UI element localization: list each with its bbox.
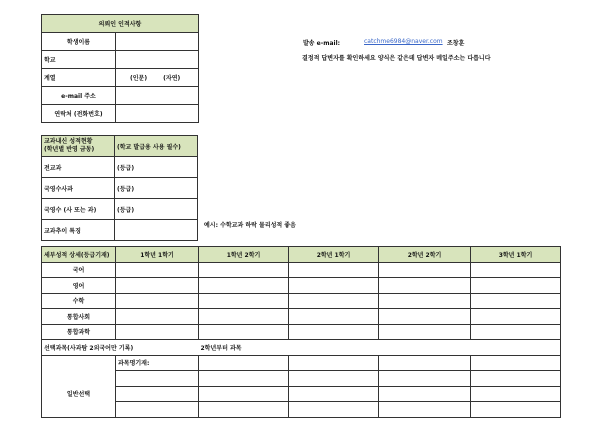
grade-cell[interactable]	[471, 293, 561, 309]
detail-header-2-1: 2학년 1학기	[289, 247, 379, 263]
table-row	[42, 293, 561, 309]
grade-cell[interactable]	[471, 402, 561, 418]
grade-cell[interactable]	[199, 278, 289, 294]
subject-integrated-science: 통합과학	[42, 324, 116, 340]
track-humanities[interactable]: (인문)	[130, 75, 148, 82]
grade-cell[interactable]	[471, 278, 561, 294]
grade-cell[interactable]	[471, 386, 561, 402]
grade-cell[interactable]	[116, 386, 199, 402]
grade-cell[interactable]	[199, 386, 289, 402]
grade-cell[interactable]	[289, 402, 379, 418]
grade-cell[interactable]	[289, 371, 379, 387]
grade-cell[interactable]	[379, 386, 471, 402]
general-elective-label: 일반선택	[42, 355, 116, 417]
track-field[interactable]	[116, 69, 199, 87]
grade-cell[interactable]	[289, 386, 379, 402]
send-email-label: 발송 e-mail:	[303, 40, 341, 47]
school-field[interactable]	[116, 51, 199, 69]
grades-core4-label: 국영수 (사 또는 과)	[42, 199, 115, 220]
grade-cell[interactable]	[471, 262, 561, 278]
grade-cell[interactable]	[116, 402, 199, 418]
grade-cell[interactable]	[379, 293, 471, 309]
track-science[interactable]: (자연)	[163, 75, 181, 82]
grades-header-left: 교과내신 성적현황 (학년별 반영 금동)	[42, 136, 115, 157]
grade-cell[interactable]	[379, 324, 471, 340]
grade-cell[interactable]	[289, 293, 379, 309]
grade-cell[interactable]	[289, 262, 379, 278]
phone-label: 연락처 (전화번호)	[42, 105, 116, 123]
phone-field[interactable]	[116, 105, 199, 123]
grade-cell[interactable]	[379, 355, 471, 371]
table-row	[42, 386, 561, 402]
subject-integrated-social: 통합사회	[42, 309, 116, 325]
grade-cell[interactable]	[289, 278, 379, 294]
grades-core5-field[interactable]: (등급)	[115, 178, 198, 199]
subject-english: 영어	[42, 278, 116, 294]
grade-cell[interactable]	[199, 324, 289, 340]
grade-cell[interactable]	[116, 371, 199, 387]
elective-spacer	[289, 340, 379, 356]
table-row	[42, 324, 561, 340]
send-email-link[interactable]: catchme6984@naver.com	[364, 38, 443, 45]
grades-core4-field[interactable]: (등급)	[115, 199, 198, 220]
grade-cell[interactable]	[379, 278, 471, 294]
grades-all-label: 전교과	[42, 157, 115, 178]
elective-note: 2학년부터 과목	[199, 340, 289, 356]
grades-core5-label: 국영수사과	[42, 178, 115, 199]
table-row	[42, 340, 561, 356]
grade-cell[interactable]	[471, 309, 561, 325]
grade-cell[interactable]	[116, 293, 199, 309]
grades-table	[41, 135, 198, 241]
table-row	[42, 402, 561, 418]
elective-spacer	[379, 340, 471, 356]
grade-cell[interactable]	[199, 355, 289, 371]
student-name-field[interactable]	[116, 33, 199, 51]
grade-cell[interactable]	[471, 324, 561, 340]
grade-cell[interactable]	[379, 309, 471, 325]
send-notice: 결정적 답변자를 확인하세요 양식은 같은데 답변자 메일주소는 다릅니다	[302, 55, 491, 62]
elective-spacer	[471, 340, 561, 356]
grade-cell[interactable]	[116, 324, 199, 340]
client-info-title: 의뢰인 인적사항	[42, 15, 199, 33]
student-name-label: 학생이름	[42, 33, 116, 51]
grade-cell[interactable]	[379, 262, 471, 278]
table-row	[42, 355, 561, 371]
grade-cell[interactable]	[289, 324, 379, 340]
grade-cell[interactable]	[199, 371, 289, 387]
subject-math: 수학	[42, 293, 116, 309]
detail-header-2-2: 2학년 2학기	[379, 247, 471, 263]
grade-cell[interactable]	[199, 402, 289, 418]
grade-cell[interactable]	[289, 355, 379, 371]
trend-example: 예시: 수학교과 하락 물리성적 좋음	[204, 222, 296, 229]
elective-label: 선택과목(사과탐 2외국어만 기록)	[42, 340, 116, 356]
grades-header-right: (학교 발급용 사용 필수)	[115, 136, 198, 157]
email-field[interactable]	[116, 87, 199, 105]
send-name: 조창훈	[447, 40, 465, 47]
grade-cell[interactable]	[199, 262, 289, 278]
grade-cell[interactable]	[199, 293, 289, 309]
school-label: 학교	[42, 51, 116, 69]
client-info-table	[41, 14, 199, 123]
email-label: e-mail 주소	[42, 87, 116, 105]
grades-all-field[interactable]: (등급)	[115, 157, 198, 178]
detail-header-1-2: 1학년 2학기	[199, 247, 289, 263]
grade-cell[interactable]	[471, 355, 561, 371]
grade-cell[interactable]	[289, 309, 379, 325]
grade-cell[interactable]	[116, 262, 199, 278]
subject-korean: 국어	[42, 262, 116, 278]
track-label: 계열	[42, 69, 116, 87]
detail-header-3-1: 3학년 1학기	[471, 247, 561, 263]
table-row	[42, 309, 561, 325]
grade-cell[interactable]	[116, 309, 199, 325]
grade-cell[interactable]	[116, 278, 199, 294]
table-row	[42, 278, 561, 294]
grade-cell[interactable]	[379, 402, 471, 418]
grade-cell[interactable]	[379, 371, 471, 387]
grade-cell[interactable]	[471, 371, 561, 387]
detail-header-label: 세부성적 상세(등급기재)	[42, 247, 116, 263]
grades-trend-field[interactable]	[115, 220, 198, 241]
grades-trend-label: 교과추이 특징	[42, 220, 115, 241]
table-row	[42, 371, 561, 387]
detail-header-1-1: 1학년 1학기	[116, 247, 199, 263]
grade-cell[interactable]	[199, 309, 289, 325]
table-row	[42, 262, 561, 278]
detail-grades-table	[41, 246, 561, 418]
subject-name-label[interactable]: 과목명기재:	[116, 355, 199, 371]
